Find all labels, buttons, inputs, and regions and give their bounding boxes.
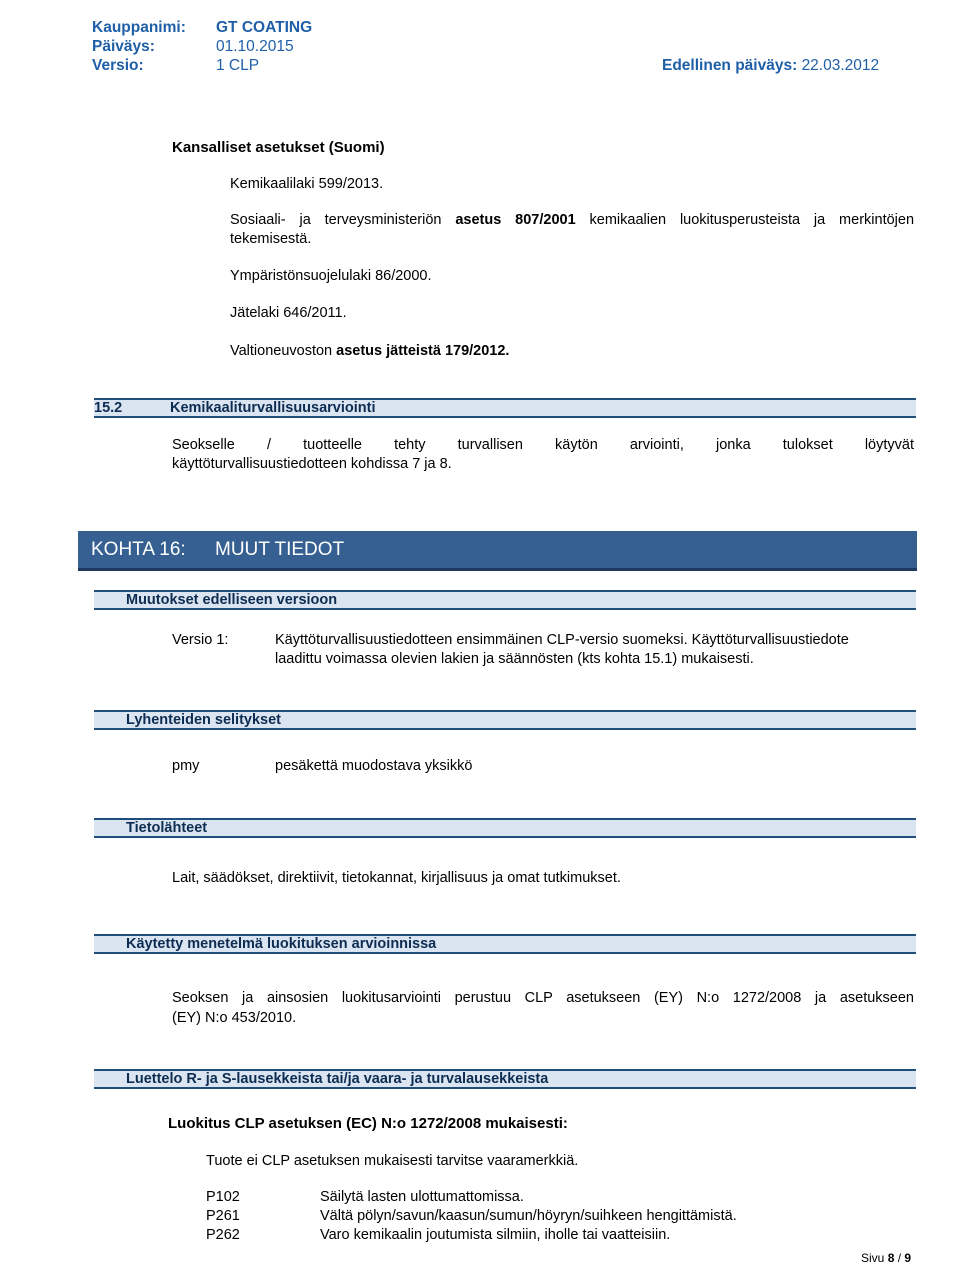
phrase-code: P102 bbox=[206, 1189, 240, 1205]
changes-heading: Muutokset edelliseen versioon bbox=[126, 592, 338, 608]
changes-text-1: Käyttöturvallisuustiedotteen ensimmäinen CLP-versio suomeksi. Käyttöturvallisuustiedote bbox=[275, 632, 849, 648]
date-value-text: 01.10.2015 bbox=[216, 38, 294, 55]
version-value bbox=[216, 57, 259, 75]
sources-heading-bar bbox=[94, 818, 916, 838]
subsection-15-2-title: Kemikaaliturvallisuusarviointi bbox=[170, 400, 376, 416]
abbreviations-heading-bar bbox=[94, 710, 916, 730]
changes-text-2: laadittu voimassa olevien lakien ja säännösten (kts kohta 15.1) mukaisesti. bbox=[275, 651, 754, 667]
national-law-1: Kemikaalilaki 599/2013. bbox=[230, 176, 384, 192]
method-text-1: Seoksen ja ainsosien luokitusarviointi perustuu CLP asetukseen (EY) N:o 1272/2008 ja asetukseen bbox=[172, 990, 914, 1006]
section-16-label: KOHTA 16: bbox=[91, 539, 186, 560]
clp-heading: Luokitus CLP asetuksen (EC) N:o 1272/2008 mukaisesti: bbox=[168, 1115, 568, 1132]
page-number bbox=[861, 1251, 911, 1265]
decree-bold: asetus 807/2001 bbox=[455, 212, 576, 228]
prev-date-label: Edellinen päiväys: bbox=[662, 57, 798, 74]
national-heading: Kansalliset asetukset (Suomi) bbox=[172, 139, 385, 156]
page-word: Sivu bbox=[861, 1251, 885, 1265]
sources-text: Lait, säädökset, direktiivit, tietokannat, kirjallisuus ja omat tutkimukset. bbox=[172, 870, 621, 886]
date-value bbox=[216, 38, 294, 56]
phrase-text: Säilytä lasten ulottumattomissa. bbox=[320, 1189, 524, 1205]
sources-heading: Tietolähteet bbox=[126, 820, 208, 836]
national-law-4 bbox=[230, 343, 509, 359]
phrase-text: Varo kemikaalin joutumista silmiin, iholle tai vaatteisiin. bbox=[320, 1227, 671, 1243]
page-total: 9 bbox=[904, 1251, 912, 1265]
national-decree bbox=[230, 212, 914, 228]
changes-heading-bar bbox=[94, 590, 916, 610]
phrase-code: P261 bbox=[206, 1208, 240, 1224]
date-label: Päiväys: bbox=[92, 38, 155, 55]
prev-date-value: 22.03.2012 bbox=[801, 57, 880, 74]
company-label: Kauppanimi: bbox=[92, 19, 186, 36]
phrases-heading: Luettelo R- ja S-lausekkeista tai/ja vaara- ja turvalausekkeista bbox=[126, 1071, 549, 1087]
law4-bold: asetus jätteistä 179/2012. bbox=[336, 343, 510, 359]
company-value: GT COATING bbox=[216, 19, 313, 36]
subsection-15-2-text-2: käyttöturvallisuustiedotteen kohdissa 7 ja 8. bbox=[172, 456, 452, 472]
method-heading-bar bbox=[94, 934, 916, 954]
section-16-title: MUUT TIEDOT bbox=[215, 539, 345, 560]
method-heading: Käytetty menetelmä luokituksen arvioinnissa bbox=[126, 936, 437, 952]
subsection-15-2-text-1: Seokselle / tuotteelle tehty turvallisen käytön arviointi, jonka tulokset löytyvät bbox=[172, 437, 914, 453]
prev-date bbox=[662, 57, 879, 75]
law4-part1: Valtioneuvoston bbox=[230, 343, 333, 359]
national-law-2: Ympäristönsuojelulaki 86/2000. bbox=[230, 268, 432, 284]
phrase-text: Vältä pölyn/savun/kaasun/sumun/höyryn/suihkeen hengittämistä. bbox=[320, 1208, 737, 1224]
abbreviations-heading: Lyhenteiden selitykset bbox=[126, 712, 281, 728]
version-value-text: 1 CLP bbox=[216, 57, 260, 74]
method-text-2: (EY) N:o 453/2010. bbox=[172, 1010, 297, 1026]
phrases-heading-bar bbox=[94, 1069, 916, 1089]
national-decree-line2: tekemisestä. bbox=[230, 231, 312, 247]
abbreviation-term: pmy bbox=[172, 758, 200, 774]
national-law-3: Jätelaki 646/2011. bbox=[230, 305, 347, 321]
abbreviation-definition: pesäkettä muodostava yksikkö bbox=[275, 758, 473, 774]
subsection-15-2-bar bbox=[94, 398, 916, 418]
decree-part2: kemikaalien luokitusperusteista ja merkintöjen bbox=[589, 212, 915, 228]
phrase-code: P262 bbox=[206, 1227, 240, 1243]
clp-note: Tuote ei CLP asetuksen mukaisesti tarvitse vaaramerkkiä. bbox=[206, 1153, 579, 1169]
subsection-15-2-number: 15.2 bbox=[94, 400, 123, 416]
version-label: Versio: bbox=[92, 57, 144, 74]
section-16-bar bbox=[78, 531, 917, 571]
decree-part1: Sosiaali- ja terveysministeriön bbox=[230, 212, 442, 228]
page-current: 8 bbox=[887, 1251, 895, 1265]
page-separator: / bbox=[897, 1251, 902, 1265]
changes-version-label: Versio 1: bbox=[172, 632, 229, 648]
